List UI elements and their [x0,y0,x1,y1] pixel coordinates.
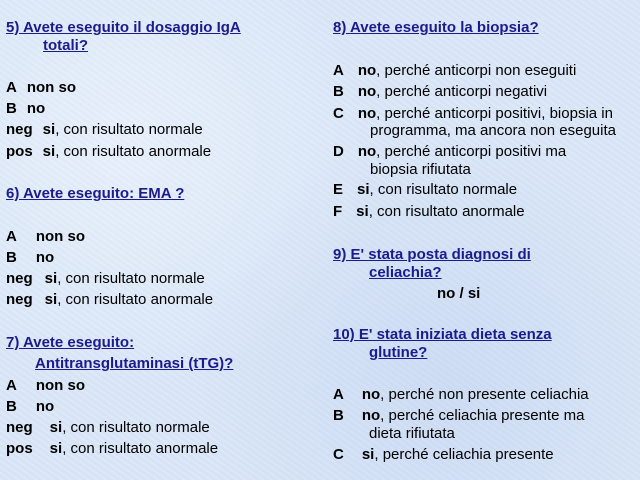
q8-option-b [333,83,547,101]
q5-option-neg [6,121,203,139]
option-bold: no [357,83,377,100]
option-key: A [6,228,17,245]
q10-title: 10) E' stata iniziata dieta senza [333,326,552,343]
q8-option-c [333,105,613,123]
option-key: F [333,203,343,220]
option-text: , perché anticorpi non eseguiti [376,62,577,79]
option-key: D [333,143,344,160]
q6-title: 6) Avete eseguito: EMA ? [6,185,185,202]
option-text: , con risultato anormale [62,440,219,457]
q6-option-a [6,228,85,246]
option-bold: si [357,181,370,198]
option-key: B [6,249,17,266]
option-key: A [333,62,344,79]
q7-title: 7) Avete eseguito: [6,334,135,351]
option-text: , con risultato anormale [57,291,214,308]
option-key: A [6,377,17,394]
option-bold: no [361,386,381,403]
option-text: , con risultato anormale [55,143,212,160]
option-key: A [6,79,17,96]
q8-option-f [333,203,525,221]
q5-title: 5) Avete eseguito il dosaggio IgA [6,19,241,36]
option-text: , con risultato anormale [368,203,525,220]
option-bold: no [357,143,377,160]
q6-option-neg-2 [6,291,213,309]
q8-option-d-cont: biopsia rifiutata [370,161,471,178]
option-key: B [6,398,17,415]
option-key: B [333,407,344,424]
option-key: neg [6,121,33,138]
option-key: B [333,83,344,100]
q10-option-b [333,407,584,425]
q9-title: 9) E' stata posta diagnosi di [333,246,531,263]
q9-answer: no / si [437,285,481,302]
option-key: E [333,181,344,198]
q10-option-b-cont: dieta rifiutata [369,425,455,442]
option-bold: no [35,249,55,266]
option-key: C [333,446,344,463]
option-text: , perché celiachia presente [374,446,554,463]
option-text: , con risultato normale [62,419,210,436]
q5-title-cont: totali? [43,37,88,54]
option-key: neg [6,419,33,436]
option-bold: si [44,291,58,308]
option-bold: non so [35,228,86,245]
option-key: pos [6,143,33,160]
option-text: , con risultato normale [369,181,518,198]
option-text: , perché anticorpi positivi, biopsia in [376,105,613,122]
option-text: , perché anticorpi negativi [376,83,548,100]
option-bold: si [361,446,375,463]
q7-title-cont: Antitransglutaminasi (tTG)? [35,355,234,372]
option-bold: no [35,398,55,415]
q5-option-pos [6,143,211,161]
option-bold: si [44,270,58,287]
q8-option-c-cont: programma, ma ancora non eseguita [370,122,616,139]
q10-option-a [333,386,589,404]
q7-option-pos [6,440,218,458]
q5-option-a [6,79,76,97]
q6-option-b [6,249,54,267]
option-bold: si [42,121,56,138]
option-text: , perché celiachia presente ma [380,407,585,424]
q8-option-e [333,181,517,199]
q5-option-b [6,100,45,118]
option-bold: si [49,440,63,457]
q9-title-cont: celiachia? [369,264,442,281]
option-text: , perché anticorpi positivi ma [376,143,567,160]
option-bold: non so [35,377,86,394]
q6-option-neg-1 [6,270,205,288]
q8-option-a [333,62,576,80]
q7-option-b [6,398,54,416]
option-key: neg [6,270,33,287]
option-bold: non so [26,79,77,96]
option-text: , con risultato normale [55,121,203,138]
option-bold: si [49,419,63,436]
option-bold: no [357,105,377,122]
option-key: A [333,386,344,403]
q10-option-c [333,446,554,464]
option-bold: no [361,407,381,424]
q7-option-a [6,377,85,395]
option-bold: si [356,203,369,220]
q8-title: 8) Avete eseguito la biopsia? [333,19,539,36]
option-key: C [333,105,344,122]
q8-option-d [333,143,566,161]
option-text: , con risultato normale [57,270,205,287]
q10-title-cont: glutine? [369,344,428,361]
option-bold: no [357,62,377,79]
option-bold: si [42,143,56,160]
q7-option-neg [6,419,210,437]
option-key: pos [6,440,33,457]
option-text: , perché non presente celiachia [380,386,589,403]
option-key: neg [6,291,33,308]
option-bold: no [26,100,46,117]
option-key: B [6,100,17,117]
